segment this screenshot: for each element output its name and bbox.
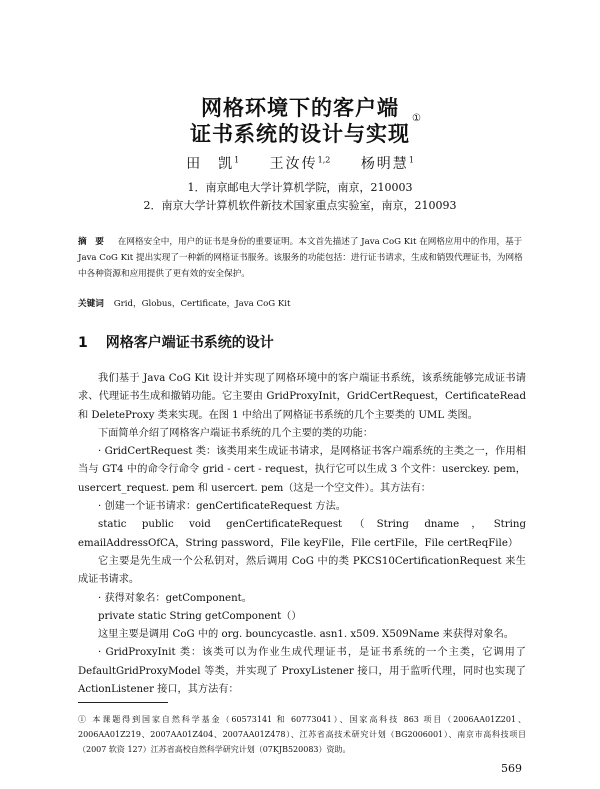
footnote: ① 本课题得到国家自然科学基金（60573141 和 60773041）、国家高科技 863 项目（2006AA01Z201、2006AA01Z219、2007AA01Z404、2007AA01Z478）、江苏省高技术研究计划（BG2006001）、南京市高科技项目（2007 软资 127）江苏省高校自然科学研究计划（07KJB520083）资助。 bbox=[78, 715, 526, 754]
author: 杨明慧$^1$ bbox=[360, 155, 414, 172]
abstract bbox=[78, 234, 523, 282]
affiliation: 2．南京大学计算机软件新技术国家重点实验室，南京，210093 bbox=[143, 199, 457, 212]
paragraph: private static String getComponent（） bbox=[98, 610, 302, 622]
body-text bbox=[78, 370, 526, 699]
paragraph: 这里主要是调用 CoG 中的 org. bouncycastle. asn1. x509. X509Name 来获得对象名。 bbox=[98, 629, 514, 641]
paragraph: · GridProxyInit 类：该类可以为作业生成代理证书，是证书系统的一个主类，它调用了 DefaultGridProxyModel 等类，并实现了 ProxyListener 接口，用于监听代理，同时也实现了 ActionListener 接口，其方法有： bbox=[78, 647, 526, 696]
keywords-text: Grid，Globus，Certificate，Java CoG Kit bbox=[113, 299, 291, 309]
paragraph: 下面简单介绍了网格客户端证书系统的几个主要的类的功能： bbox=[98, 427, 374, 439]
author: 田 凯$^1$ bbox=[186, 155, 240, 172]
section-title: 网格客户端证书系统的设计 bbox=[105, 335, 274, 351]
paragraph: · GridCertRequest 类：该类用来生成证书请求，是网格证书客户端系统的主类之一，作用相当与 GT4 中的命令行命令 grid - cert - request，执行它可以生成 3 个文件：userckey. pem，usercert_request. pem 和 usercert. pem（这是一个空文件）。其方法有： bbox=[78, 446, 526, 494]
section-number: 1 bbox=[78, 335, 88, 351]
paper-title-line-2: 证书系统的设计与实现 bbox=[190, 122, 410, 146]
abstract-text: 在网格安全中，用户的证书是身份的重要证明。本文首先描述了 Java CoG Kit 在网格应用中的作用，基于 Java CoG Kit 提出实现了一种新的网格证书服务。该服务的功能包括：进行证书请求，生成和销毁代理证书，为网格中各种资源和应用提供了更有效的安全保护。 bbox=[78, 237, 523, 279]
paragraph: static public void genCertificateRequest（String dname，String emailAddressOfCA，String password，File keyFile，File certFile，File certReqFile） bbox=[78, 519, 526, 549]
page-number: 569 bbox=[501, 762, 522, 775]
keywords bbox=[78, 297, 523, 309]
paper-title-line-1: 网格环境下的客户端 bbox=[201, 96, 399, 120]
footnote-divider bbox=[78, 702, 168, 703]
affiliation: 1．南京邮电大学计算机学院，南京，210003 bbox=[187, 181, 413, 194]
keywords-label: 关键词 bbox=[78, 299, 104, 309]
author-list bbox=[0, 153, 600, 173]
paragraph: 它主要是先生成一个公私钥对，然后调用 CoG 中的类 PKCS10CertificationRequest 来生成证书请求。 bbox=[78, 555, 526, 586]
abstract-label: 摘 要 bbox=[78, 237, 104, 247]
title-footnote-mark: ① bbox=[412, 113, 421, 124]
paragraph: · 获得对象名：getComponent。 bbox=[98, 592, 252, 604]
paragraph: · 创建一个证书请求：genCertificateRequest 方法。 bbox=[98, 501, 346, 513]
paragraph: 我们基于 Java CoG Kit 设计并实现了网格环境中的客户端证书系统，该系统能够完成证书请求、代理证书生成和撤销功能。它主要由 GridProxyInit，GridCertRequest，CertificateRead 和 DeleteProxy 类来实现。在图 1 中给出了网格证书系统的几个主要类的 UML 类图。 bbox=[78, 373, 526, 421]
section-heading bbox=[78, 332, 274, 352]
author: 王汝传$^{1,2}$ bbox=[269, 155, 331, 172]
